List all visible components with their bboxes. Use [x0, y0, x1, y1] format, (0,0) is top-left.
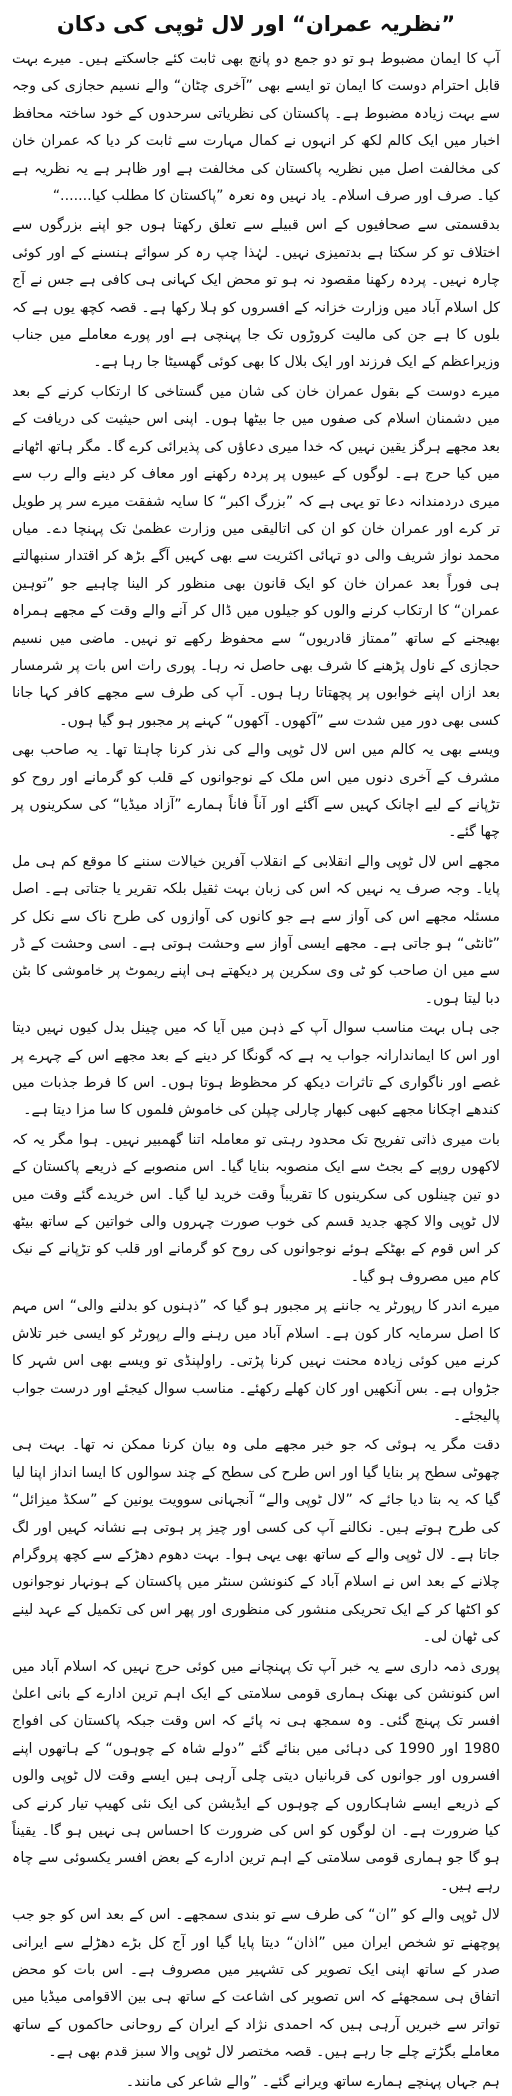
column-headline: ”نظریہ عمران“ اور لال ٹوپی کی دکان	[56, 12, 456, 36]
paragraph-3: میرے دوست کے بقول عمران خان کی شان میں گستاخی کا ارتکاب کرنے کے بعد میں دشمنان اسلام کی صفوں میں جا بیٹھا ہوں۔ اپنی اس حیثیت کی دریافت کے بعد مجھے ہرگز یقین نہیں کہ خدا میری دعاؤں کی پذیرائی کرے گا۔ مگر ہاتھ اٹھانے میں کیا حرج ہے۔ لوگوں کے عیبوں پر پردہ رکھنے اور معاف کر دینے والے رب سے میری دردمندانہ دعا تو یہی ہے کہ ”بزرگ اکبر“ کا سایہ شفقت میرے سر پر طویل تر کرے اور عمران خان کو ان کی اتالیقی میں وزارت عظمیٰ تک پہنچا دے۔ میاں محمد نواز شریف والی دو تہائی اکثریت سے بھی کہیں آگے بڑھ کر اقتدار سنبھالتے ہی فوراً بعد عمران خان کو ایک قانون بھی منظور کر الینا چاہیے جو ”توہین عمران“ کا ارتکاب کرنے والوں کو جیلوں میں ڈال کر آنے والے وقت کے مجھے ہمراہ بھیجنے کے ساتھ ”ممتاز قادریوں“ سے محفوظ رکھے تو نہیں۔ ماضی میں نسیم حجازی کے ناول پڑھنے کا شرف بھی حاصل نہ رہا۔ پوری رات اس بات پر شرمسار بعد ازاں اپنے خوابوں پر پچھتاتا رہا ہوں۔ آپ کی طرف سے مجھے کافر کہا جانا کسی بھی دور میں شدت سے ”آکھوں۔ آکھوں“ کہنے پر مجبور ہو گیا ہوں۔	[12, 383, 500, 729]
paragraph-12: ہم جہاں پہنچے ہمارے ساتھ ویرانے گئے۔ ”والے شاعر کی مانند۔	[125, 2073, 500, 2090]
paragraph-7: بات میری ذاتی تفریح تک محدود رہتی تو معاملہ اتنا گھمبیر نہیں۔ ہوا مگر یہ کہ لاکھوں روپے کے بجٹ سے ایک منصوبہ بنایا گیا۔ اس منصوبے کے ذریعے پاکستان کے دو تین چینلوں کی سکرینوں کا تقریباً وقت خرید لیا گیا۔ اس خریدے گئے وقت میں لال ٹوپی والا کچھ جدید قسم کی خوب صورت چہروں والی خواتین کے ساتھ بیٹھ کر اس قوم کے بھٹکے ہوئے نوجوانوں کی روح کو گرمانے اور قلب کو تڑپانے کے نیک کام میں مصروف ہو گیا۔	[12, 1131, 500, 1285]
paragraph-1: آپ کا ایمان مضبوط ہو تو دو جمع دو پانچ بھی ثابت کئے جاسکتے ہیں۔ میرے بہت قابل احترام دوست کا ایمان تو ایسے بھی ”آخری چٹان“ والے نسیم حجازی کی وجہ سے بہت زیادہ مضبوط ہے۔ پاکستان کی نظریاتی سرحدوں کے خود ساختہ محافظ اخبار میں ایک کالم لکھ کر انہوں نے کمال مہارت سے ثابت کر دیا کہ عمران خان کی مخالفت اصل میں نظریہ پاکستان کی مخالفت ہے اور ظاہر ہے یہ نظریہ ہے کیا۔ صرف اور صرف اسلام۔ یاد نہیں وہ نعرہ ”پاکستان کا مطلب کیا.......“	[12, 51, 500, 205]
paragraph-6: جی ہاں بہت مناسب سوال آپ کے ذہن میں آیا کہ میں چینل بدل کیوں نہیں دیتا اور اس کا ایماندارانہ جواب یہ ہے کہ گونگا کر دینے کے بعد مجھے اس کے چہرے پر غصے اور ناگواری کے تاثرات دیکھ کر محظوظ ہوتا ہوں۔ اس کا فرط جذبات میں کندھے اچکانا مجھے کبھی کبھار چارلی چپلن کی خاموش فلموں کا سا مزا دیتا ہے۔	[12, 1020, 500, 1119]
paragraph-10: پوری ذمہ داری سے یہ خبر آپ تک پہنچانے میں کوئی حرج نہیں کہ اسلام آباد میں اس کنونشن کی بھنک ہماری قومی سلامتی کے ایک اہم ترین ادارے کے بانی اعلیٰ افسر تک پہنچ گئی۔ وہ سمجھ ہی نہ پائے کہ اس وقت جبکہ پاکستان کی افواج 1980 اور 1990 کی دہائی میں بنائے گئے ”دولے شاہ کے چوہوں“ کے ہاتھوں اپنے افسروں اور جوانوں کی قربانیاں دیتی چلی آرہی ہیں ایسے وقت لال ٹوپی والوں کے ذریعے ایسے شاہکاروں کے چوہوں کے ایڈیشن کی ایک نئی کھیپ تیار کرنے کی کیا ضرورت ہے۔ ان لوگوں کو اس کی ضرورت کا احساس ہی نہیں ہو گا۔ یقیناً ہو گا جو ہماری قومی سلامتی کے اہم ترین ادارے کے بعض افسر یکسوئی سے چاہ رہے ہیں۔	[12, 1658, 500, 1894]
paragraph-4: ویسے بھی یہ کالم میں اس لال ٹوپی والے کی نذر کرنا چاہتا تھا۔ یہ صاحب بھی مشرف کے آخری دنوں میں اس ملک کے نوجوانوں کے قلب کو گرمانے اور روح کو تڑپانے کے لیے اچانک کہیں سے آگئے اور آناً فاناً ہمارے ”آزاد میڈیا“ کی سکرینوں پر چھا گئے۔	[12, 742, 501, 841]
paragraph-8: میرے اندر کا رپورٹر یہ جاننے پر مجبور ہو گیا کہ ”ذہنوں کو بدلنے والی“ اس مہم کا اصل سرمایہ کار کون ہے۔ اسلام آباد میں رہنے والے رپورٹر کو ایسی خبر تلاش کرنے میں کوئی زیادہ محنت نہیں کرنا پڑتی۔ راولپنڈی تو ویسے بھی اس شہر کا جڑواں ہے۔ بس آنکھیں اور کان کھلے رکھئے۔ مناسب سوال کیجئے اور درست جواب پالیجئے۔	[12, 1298, 500, 1424]
paragraph-5: مجھے اس لال ٹوپی والے انقلابی کے انقلاب آفرین خیالات سننے کا موقع کم ہی مل پایا۔ وجہ صرف یہ نہیں کہ اس کی زبان بہت ثقیل بلکہ تقریر یا جتاتی ہے۔ اصل مسئلہ مجھے اس کی آواز سے ہے جو کانوں کی آوازوں کی طرح ناک سے نکل کر ”ٹانٹی“ ہو جاتی ہے۔ مجھے ایسی آواز سے وحشت ہوتی ہے۔ اسی وحشت کے ڈر سے میں ان صاحب کو ٹی وی سکرین پر دیکھتے ہی اپنے ریموٹ پر خاموشی کا بٹن دبا لیتا ہوں۔	[12, 853, 500, 1007]
paragraph-9: دقت مگر یہ ہوئی کہ جو خبر مجھے ملی وہ بیان کرنا ممکن نہ تھا۔ بہت ہی چھوٹی سطح پر بنایا گیا اور اس طرح کی سطح کے چند سوالوں کا ایسا انداز اپنا لیا گیا کہ یہ بتا دیا جائے کہ ”لال ٹوپی والے“ آنجہانی سوویت یونین کے ”سکڈ میزائل“ کی طرح ہوتے ہیں۔ نکالنے آپ کی کسی اور چیز پر ہوتی ہے نشانہ کہیں اور لگ جاتا ہے۔ لال ٹوپی والے کے ساتھ بھی یہی ہوا۔ بہت دھوم دھڑکے سے کچھ پروگرام چلانے کے بعد اس نے اسلام آباد کے کنونشن سنٹر میں پاکستان کے ہونہار نوجوانوں کو اکٹھا کر کے ایک تحریکی منشور کی منظوری اور پھر اس کی تکمیل کے عہد لینے کی ٹھان لی۔	[12, 1437, 500, 1646]
paragraph-2: بدقسمتی سے صحافیوں کے اس قبیلے سے تعلق رکھتا ہوں جو اپنے بزرگوں سے اختلاف تو کر سکتا ہے بدتمیزی نہیں۔ لہٰذا چپ رہ کر سوائے ہنسنے کے اور کوئی چارہ نہیں۔ پردہ رکھنا مقصود نہ ہو تو محض ایک کہانی ہی کافی ہے جس نے آج کل اسلام آباد میں وزارت خزانہ کے افسروں کو ہلا رکھا ہے۔ قصہ کچھ یوں ہے کہ بلوں کا ہے جن کی مالیت کروڑوں تک جا پہنچی ہے اور پورے معاملے میں جناب وزیراعظم کے ایک فرزند اور ایک بلال کا بھی کوئی گھسیٹا جا رہا ہے۔	[12, 217, 500, 371]
paragraph-11: لال ٹوپی والے کو ”ان“ کی طرف سے تو بندی سمجھے۔ اس کے بعد اس کو جو جب پوچھنے تو شخص ایران میں ”اذان“ دیتا پایا گیا اور آج کل بڑے دھڑلے سے ایرانی صدر کے ساتھ اپنی ایک تصویر کی تشہیر میں مصروف ہے۔ اس بات کو محض اتفاق ہی سمجھئے کہ اس تصویر کی اشاعت کے ساتھ ہی بین الاقوامی میڈیا میں تواتر سے خبریں آرہی ہیں کہ احمدی نژاد کے ایران کے روحانی حاکموں کے ساتھ معاملے بگڑتے چلے جا رہے ہیں۔ قصہ مختصر لال ٹوپی والا سبز قدم بھی ہے۔	[12, 1907, 500, 2061]
